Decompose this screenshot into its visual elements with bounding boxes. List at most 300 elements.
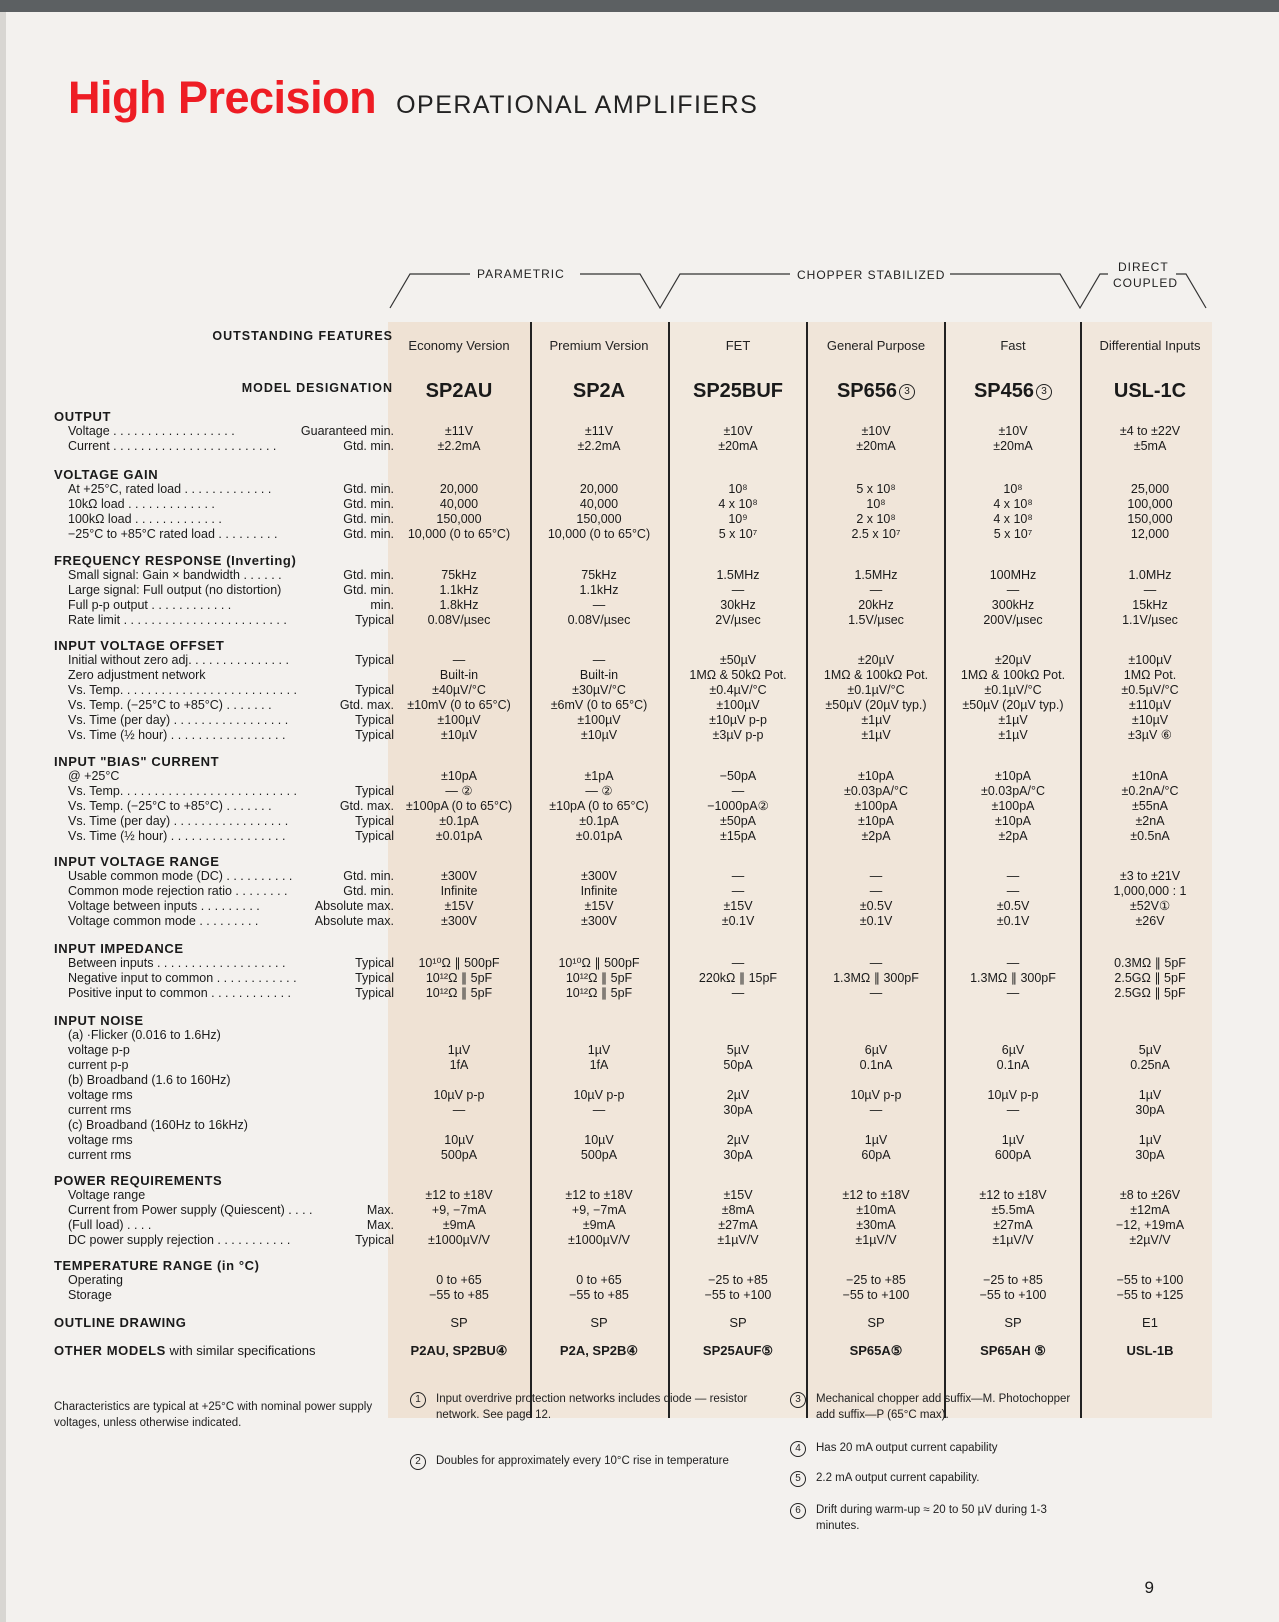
- spec-row: [54, 1103, 394, 1118]
- spec-row: [54, 1073, 394, 1088]
- value-line: ±100µV: [1128, 653, 1172, 667]
- value-line: ±0.1pA: [579, 814, 619, 828]
- section: [54, 854, 394, 929]
- other-model-value: SP25AUF⑤: [702, 1343, 774, 1358]
- value-line: 500pA: [440, 1148, 478, 1162]
- value-line: ±50µV (20µV typ.): [962, 698, 1064, 712]
- footnote-number-icon: 5: [790, 1471, 806, 1487]
- value-line: 1µV: [1138, 1133, 1162, 1147]
- spec-row: [54, 1133, 394, 1148]
- value-line: 0.1nA: [996, 1058, 1030, 1072]
- model-1: [387, 380, 531, 403]
- model-name: SP456: [973, 380, 1035, 402]
- model-2: [530, 380, 668, 403]
- value-line: ±1µV/V: [855, 1233, 897, 1247]
- value-cell: [387, 424, 531, 454]
- value-line: ±12 to ±18V: [565, 1188, 633, 1202]
- value-line: —: [731, 986, 745, 1000]
- footnote-ref-icon: 3: [1036, 384, 1052, 400]
- other-model-value: USL-1B: [1126, 1343, 1174, 1358]
- value-line: ±15V: [584, 899, 614, 913]
- value-line: ±0.03pA/°C: [981, 784, 1045, 798]
- value-cell: [807, 482, 945, 542]
- spec-row: [54, 1058, 394, 1073]
- value-line: ±10nA: [1131, 769, 1169, 783]
- value-line: [807, 1073, 945, 1088]
- value-line: ±3µV ⑥: [1127, 728, 1173, 742]
- model-name: USL-1C: [1113, 380, 1187, 402]
- value-line: ±20mA: [856, 439, 896, 453]
- other-model-value: SP65A⑤: [849, 1343, 903, 1358]
- value-line: ±20mA: [718, 439, 758, 453]
- footnote-text: Drift during warm-up ≈ 20 to 50 µV during 1-3 minutes.: [816, 1504, 1047, 1532]
- value-line: ±10mA: [856, 1203, 896, 1217]
- value-line: —: [592, 653, 606, 667]
- value-line: 30kHz: [720, 598, 756, 612]
- value-line: +9, −7mA: [431, 1203, 487, 1217]
- spec-label: At +25°C, rated load . . . . . . . . . . . . .: [68, 482, 272, 496]
- value-line: ±10pA: [994, 814, 1032, 828]
- other-models-suffix: with similar specifications: [165, 1343, 316, 1358]
- spec-label: Voltage common mode . . . . . . . . .: [68, 914, 259, 928]
- value-cell: [530, 482, 668, 542]
- value-cell: [1085, 1273, 1215, 1303]
- spec-condition: Typical: [355, 613, 394, 627]
- value-line: 10µV p-p: [987, 1088, 1039, 1102]
- group-direct-1: DIRECT: [1118, 260, 1169, 274]
- value-line: —: [1006, 869, 1020, 883]
- spec-condition: Max.: [366, 1203, 394, 1217]
- section: [54, 754, 394, 844]
- value-line: −25 to +85: [708, 1273, 768, 1287]
- footnote-4: [790, 1440, 1090, 1457]
- value-line: —: [1006, 986, 1020, 1000]
- spec-label: 100kΩ load . . . . . . . . . . . . .: [68, 512, 222, 526]
- spec-row: [54, 884, 394, 899]
- outline-value: SP: [1004, 1315, 1022, 1330]
- value-line: 1.3MΩ ∥ 300pF: [833, 971, 919, 985]
- value-line: 75kHz: [581, 568, 617, 582]
- value-line: −55 to +125: [1116, 1288, 1184, 1302]
- value-line: 4 x 10⁸: [993, 497, 1033, 511]
- spec-condition: Gtd. max.: [339, 698, 394, 712]
- value-line: 50pA: [723, 1058, 753, 1072]
- value-cell: [387, 568, 531, 628]
- group-parametric: PARAMETRIC: [477, 267, 565, 281]
- value-line: —: [592, 1103, 606, 1117]
- value-line: —: [731, 956, 745, 970]
- section-title: INPUT IMPEDANCE: [54, 941, 184, 956]
- spec-row: [54, 613, 394, 628]
- footnote-ref-icon: 3: [899, 384, 915, 400]
- spec-row: [54, 869, 394, 884]
- value-cell: [530, 1273, 668, 1303]
- value-line: 150,000: [1127, 512, 1173, 526]
- value-line: ±10µV: [1131, 713, 1169, 727]
- other-model-value: P2A, SP2B④: [559, 1343, 639, 1358]
- spec-label: Rate limit . . . . . . . . . . . . . . . . . . . . . . . .: [68, 613, 287, 627]
- value-line: —: [869, 869, 883, 883]
- value-line: 1.5V/µsec: [848, 613, 904, 627]
- value-cell: [530, 424, 668, 454]
- spec-label: Vs. Time (½ hour) . . . . . . . . . . . . . . . . .: [68, 829, 286, 843]
- value-line: 15kHz: [1132, 598, 1168, 612]
- spec-condition: Gtd. min.: [343, 869, 394, 883]
- spec-condition: Gtd. max.: [339, 799, 394, 813]
- page-number: 9: [1144, 1578, 1154, 1597]
- spec-label: Usable common mode (DC) . . . . . . . . . .: [68, 869, 293, 883]
- value-line: ±55nA: [1131, 799, 1169, 813]
- value-line: ±300V: [440, 914, 478, 928]
- spec-condition: Gtd. min.: [343, 439, 394, 453]
- value-line: ±15pA: [719, 829, 757, 843]
- value-line: ±0.1µV/°C: [847, 683, 905, 697]
- value-line: ±10V: [861, 424, 891, 438]
- section: [54, 941, 394, 1001]
- value-cell: [669, 424, 807, 454]
- spec-label: DC power supply rejection . . . . . . . . . . .: [68, 1233, 291, 1247]
- value-line: ±15V: [444, 899, 474, 913]
- value-line: −12, +19mA: [1115, 1218, 1185, 1232]
- spec-label: Zero adjustment network: [68, 668, 206, 682]
- value-line: ±11V: [584, 424, 614, 438]
- value-line: ±0.5nA: [1130, 829, 1170, 843]
- value-line: ±1pA: [584, 769, 614, 783]
- value-line: 0.08V/µsec: [567, 613, 631, 627]
- value-line: ±10mV (0 to 65°C): [407, 698, 511, 712]
- value-line: ±100µV: [437, 713, 481, 727]
- spec-label: 10kΩ load . . . . . . . . . . . . .: [68, 497, 215, 511]
- spec-row: [54, 914, 394, 929]
- value-cell: [946, 653, 1080, 743]
- value-line: −55 to +100: [842, 1288, 910, 1302]
- value-line: 220kΩ ∥ 15pF: [698, 971, 778, 985]
- value-line: ±10µV: [580, 728, 618, 742]
- value-line: ±5.5mA: [991, 1203, 1035, 1217]
- spec-label: Common mode rejection ratio . . . . . . . .: [68, 884, 288, 898]
- section: [54, 1173, 394, 1248]
- value-line: —: [452, 1103, 466, 1117]
- value-cell: [946, 869, 1080, 929]
- value-line: ±5mA: [1133, 439, 1167, 453]
- value-line: ±8mA: [721, 1203, 755, 1217]
- outline-title: OUTLINE DRAWING: [54, 1315, 187, 1330]
- footnote-text: Doubles for approximately every 10°C rise in temperature: [436, 1455, 729, 1467]
- spec-row: [54, 439, 394, 454]
- value-line: 10µV p-p: [573, 1088, 625, 1102]
- spec-row: [54, 497, 394, 512]
- value-line: 5 x 10⁷: [718, 527, 758, 541]
- model-label: MODEL DESIGNATION: [241, 381, 393, 395]
- value-cell: [1085, 869, 1215, 929]
- value-cell: [530, 956, 668, 1001]
- outline-value: SP: [867, 1315, 885, 1330]
- spec-row: [54, 598, 394, 613]
- value-line: ±52V①: [1129, 899, 1171, 913]
- value-line: 300kHz: [991, 598, 1035, 612]
- value-line: ±0.4µV/°C: [709, 683, 767, 697]
- value-line: ±10pA: [440, 769, 478, 783]
- value-line: ±0.1V: [721, 914, 755, 928]
- section-title: INPUT VOLTAGE OFFSET: [54, 638, 225, 653]
- value-line: 1.1V/µsec: [1122, 613, 1178, 627]
- spec-row: [54, 829, 394, 844]
- value-line: —: [1006, 1103, 1020, 1117]
- spec-row: [54, 986, 394, 1001]
- spec-row: [54, 653, 394, 668]
- value-line: ±10pA: [857, 769, 895, 783]
- spec-condition: Gtd. min.: [343, 497, 394, 511]
- spec-label: (a) ·Flicker (0.016 to 1.6Hz): [68, 1028, 221, 1042]
- value-line: 10µV: [444, 1133, 474, 1147]
- value-line: —: [592, 598, 606, 612]
- value-cell: [387, 869, 531, 929]
- value-line: ±11V: [444, 424, 474, 438]
- value-line: 2.5GΩ ∥ 5pF: [1114, 986, 1186, 1000]
- value-line: −1000pA②: [707, 799, 769, 813]
- value-cell: [387, 1188, 531, 1248]
- value-line: [946, 1028, 1080, 1043]
- features-label: OUTSTANDING FEATURES: [212, 329, 393, 343]
- spec-condition: Typical: [355, 829, 394, 843]
- feature-2: Premium Version: [549, 338, 649, 353]
- value-line: ±2nA: [1135, 814, 1165, 828]
- title-sub: OPERATIONAL AMPLIFIERS: [396, 91, 759, 119]
- value-line: 0.1nA: [859, 1058, 893, 1072]
- value-line: ±3µV p-p: [712, 728, 764, 742]
- spec-row: [54, 1288, 394, 1303]
- value-line: −55 to +85: [569, 1288, 629, 1302]
- spec-label: Small signal: Gain × bandwidth . . . . . .: [68, 568, 282, 582]
- feature-3: FET: [725, 338, 751, 353]
- value-line: 2.5GΩ ∥ 5pF: [1114, 971, 1186, 985]
- value-line: ±10µV: [440, 728, 478, 742]
- value-cell: [669, 1273, 807, 1303]
- spec-label: Voltage . . . . . . . . . . . . . . . . . .: [68, 424, 235, 438]
- spec-row: [54, 512, 394, 527]
- value-line: 10¹⁰Ω ∥ 500pF: [418, 956, 500, 970]
- footnote-text: Has 20 mA output current capability: [816, 1442, 998, 1454]
- value-line: 1.5MHz: [854, 568, 898, 582]
- value-line: ±20µV: [994, 653, 1032, 667]
- value-cell: [669, 1028, 807, 1163]
- column-divider: [1080, 322, 1082, 1418]
- spec-condition: Gtd. min.: [343, 512, 394, 526]
- value-line: 1.5MHz: [716, 568, 760, 582]
- spec-condition: Typical: [355, 971, 394, 985]
- value-line: ±10pA: [857, 814, 895, 828]
- value-line: —: [731, 869, 745, 883]
- value-cell: [530, 653, 668, 743]
- spec-condition: Typical: [355, 784, 394, 798]
- spec-label: (Full load) . . . .: [68, 1218, 152, 1232]
- spec-row: [54, 568, 394, 583]
- spec-row: [54, 698, 394, 713]
- value-cell: [669, 869, 807, 929]
- value-cell: [530, 1028, 668, 1163]
- value-cell: [946, 424, 1080, 454]
- value-line: 1µV: [1138, 1088, 1162, 1102]
- footnote-5: [790, 1470, 1090, 1487]
- value-line: [1085, 1118, 1215, 1133]
- value-line: —: [1143, 583, 1157, 597]
- spec-row: [54, 799, 394, 814]
- value-line: 1µV: [447, 1043, 471, 1057]
- value-cell: [669, 956, 807, 1001]
- value-cell: [946, 956, 1080, 1001]
- value-line: ±26V: [1135, 914, 1165, 928]
- footnote-6: [790, 1502, 1090, 1534]
- value-cell: [1085, 482, 1215, 542]
- value-line: 10¹²Ω ∥ 5pF: [565, 986, 633, 1000]
- spec-condition: Gtd. min.: [343, 568, 394, 582]
- value-line: 10⁹: [728, 512, 748, 526]
- value-cell: [1085, 1028, 1215, 1163]
- value-cell: [807, 653, 945, 743]
- value-line: ±2pA: [861, 829, 891, 843]
- value-line: — ②: [585, 784, 613, 798]
- value-line: −55 to +100: [1116, 1273, 1184, 1287]
- value-cell: [807, 1273, 945, 1303]
- value-line: —: [452, 653, 466, 667]
- value-cell: [669, 1188, 807, 1248]
- value-cell: [669, 653, 807, 743]
- value-line: 40,000: [439, 497, 479, 511]
- model-6: [1085, 380, 1215, 403]
- feature-6: Differential Inputs: [1099, 338, 1201, 353]
- value-cell: [669, 482, 807, 542]
- value-line: ±6mV (0 to 65°C): [550, 698, 648, 712]
- other-model-value: P2AU, SP2BU④: [410, 1343, 508, 1358]
- spec-row: [54, 1088, 394, 1103]
- value-line: ±1µV: [861, 713, 891, 727]
- model-name: SP2AU: [425, 380, 493, 402]
- value-cell: [387, 653, 531, 743]
- section: [54, 553, 394, 628]
- page-title: [68, 72, 758, 124]
- value-line: ±1µV/V: [717, 1233, 759, 1247]
- section-title: POWER REQUIREMENTS: [54, 1173, 223, 1188]
- footnote-1: [410, 1391, 750, 1423]
- spec-label: voltage rms: [68, 1088, 133, 1102]
- spec-row: [54, 1118, 394, 1133]
- value-cell: [387, 956, 531, 1001]
- value-cell: [1085, 956, 1215, 1001]
- value-line: 75kHz: [441, 568, 477, 582]
- value-line: ±10pA: [994, 769, 1032, 783]
- spec-condition: Typical: [355, 814, 394, 828]
- spec-label: Vs. Temp. . . . . . . . . . . . . . . . . . . . . . . . . .: [68, 784, 297, 798]
- value-line: —: [731, 784, 745, 798]
- value-line: [807, 1118, 945, 1133]
- value-line: ±15V: [723, 1188, 753, 1202]
- value-line: [530, 1028, 668, 1043]
- value-line: ±0.01pA: [575, 829, 623, 843]
- spec-condition: Typical: [355, 956, 394, 970]
- spec-label: Large signal: Full output (no distortion): [68, 583, 282, 597]
- value-line: ±15V: [723, 899, 753, 913]
- value-line: ±3 to ±21V: [1119, 869, 1181, 883]
- model-3: [669, 380, 807, 403]
- title-main: High Precision: [68, 72, 377, 123]
- value-line: [669, 1118, 807, 1133]
- value-cell: [669, 769, 807, 844]
- value-line: 1µV: [1001, 1133, 1025, 1147]
- value-line: ±0.01pA: [435, 829, 483, 843]
- value-line: 150,000: [436, 512, 482, 526]
- footnote-number-icon: 3: [790, 1392, 806, 1408]
- value-line: ±300V: [580, 914, 618, 928]
- value-line: ±0.03pA/°C: [844, 784, 908, 798]
- spec-condition: Gtd. min.: [343, 884, 394, 898]
- section: [54, 467, 394, 542]
- value-cell: [1085, 653, 1215, 743]
- value-line: ±2.2mA: [437, 439, 481, 453]
- value-line: 200V/µsec: [983, 613, 1043, 627]
- spec-row: [54, 728, 394, 743]
- value-line: ±10pA (0 to 65°C): [549, 799, 649, 813]
- spec-label: −25°C to +85°C rated load . . . . . . . . .: [68, 527, 278, 541]
- value-cell: [946, 1028, 1080, 1163]
- value-line: ±12 to ±18V: [979, 1188, 1047, 1202]
- value-line: ±100pA: [854, 799, 898, 813]
- value-line: ±0.5V: [859, 899, 893, 913]
- section: [54, 1258, 394, 1303]
- value-line: ±1µV: [998, 713, 1028, 727]
- spec-label: Vs. Temp. (−25°C to +85°C) . . . . . . .: [68, 799, 272, 813]
- spec-condition: Absolute max.: [314, 914, 394, 928]
- value-line: ±20µV: [857, 653, 895, 667]
- value-line: —: [1006, 956, 1020, 970]
- spec-condition: Typical: [355, 653, 394, 667]
- spec-label: Between inputs . . . . . . . . . . . . . . . . . . .: [68, 956, 286, 970]
- value-cell: [1085, 1188, 1215, 1248]
- value-line: Built-in: [579, 668, 619, 682]
- value-line: [946, 1118, 1080, 1133]
- spec-label: Initial without zero adj. . . . . . . . . . . . . . .: [68, 653, 289, 667]
- value-cell: [530, 769, 668, 844]
- value-line: —: [1006, 583, 1020, 597]
- value-line: ±0.1V: [859, 914, 893, 928]
- value-line: ±50µV: [719, 653, 757, 667]
- value-line: —: [869, 986, 883, 1000]
- value-line: ±27mA: [993, 1218, 1033, 1232]
- value-line: [530, 1073, 668, 1088]
- value-line: 1fA: [449, 1058, 469, 1072]
- value-cell: [807, 869, 945, 929]
- value-line: 10¹²Ω ∥ 5pF: [425, 986, 493, 1000]
- spec-row: [54, 668, 394, 683]
- top-border: [0, 0, 1279, 12]
- spec-row: [54, 1273, 394, 1288]
- value-line: —: [731, 583, 745, 597]
- value-line: −55 to +85: [429, 1288, 489, 1302]
- value-line: 12,000: [1130, 527, 1170, 541]
- spec-condition: Gtd. min.: [343, 527, 394, 541]
- value-line: ±100µV: [577, 713, 621, 727]
- value-line: Infinite: [440, 884, 478, 898]
- value-line: 1.3MΩ ∥ 300pF: [970, 971, 1056, 985]
- value-line: ±30mA: [856, 1218, 896, 1232]
- value-cell: [946, 1273, 1080, 1303]
- spec-label: Vs. Time (per day) . . . . . . . . . . . . . . . . .: [68, 814, 289, 828]
- value-line: ±300V: [580, 869, 618, 883]
- spec-label: Voltage between inputs . . . . . . . . .: [68, 899, 260, 913]
- value-line: ±40µV/°C: [432, 683, 486, 697]
- value-line: 6µV: [864, 1043, 888, 1057]
- footnote-number-icon: 2: [410, 1454, 426, 1470]
- group-chopper: CHOPPER STABILIZED: [797, 268, 946, 282]
